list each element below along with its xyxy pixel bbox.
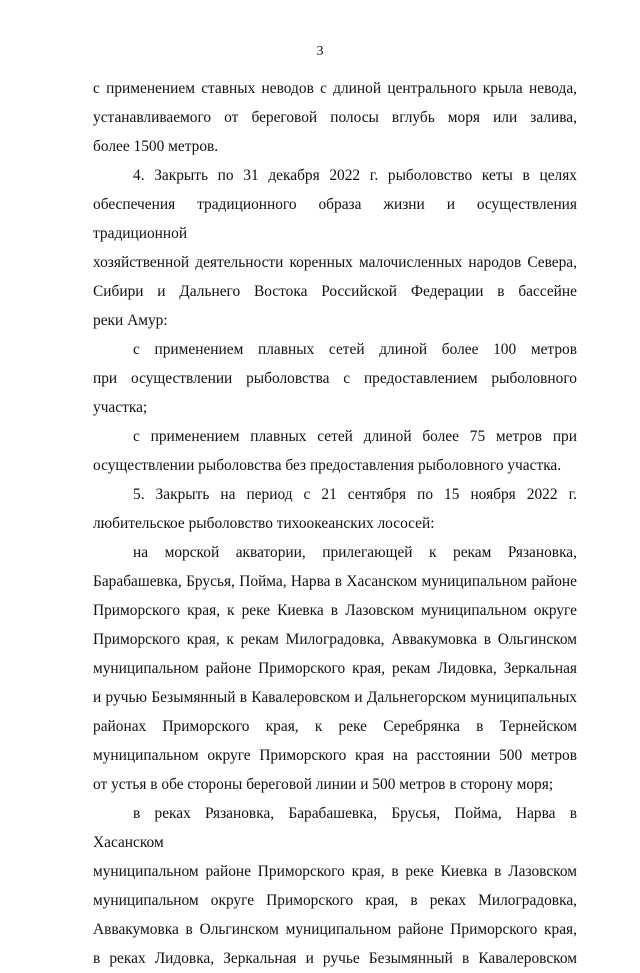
text-line: от устья в обе стороны береговой линии и 500 метров в сторону моря;	[93, 776, 554, 793]
page-number: 3	[316, 44, 324, 59]
text-line: Сибири и Дальнего Востока Российской Федерации в бассейне	[93, 283, 577, 300]
document-body	[93, 74, 577, 973]
text-line: 4. Закрыть по 31 декабря 2022 г. рыболовство кеты в целях	[133, 167, 577, 184]
text-line: с применением плавных сетей длиной более 100 метров	[133, 341, 577, 358]
text-line: с применением ставных неводов с длиной центрального крыла невода,	[93, 80, 577, 97]
text-line: в реках Лидовка, Зеркальная и ручье Безымянный в Кавалеровском	[93, 950, 577, 967]
text-line: муниципальном районе Приморского края, в реке Киевка в Лазовском	[93, 863, 577, 880]
text-line: при осуществлении рыболовства с предоставлением рыболовного участка;	[93, 370, 577, 416]
text-line: муниципальном районе Приморского края, рекам Лидовка, Зеркальная	[93, 660, 577, 677]
text-line: в реках Рязановка, Барабашевка, Брусья, Пойма, Нарва в Хасанском	[93, 805, 577, 851]
text-line: с применением плавных сетей длиной более 75 метров при	[133, 428, 577, 445]
text-line: муниципальном округе Приморского края на расстоянии 500 метров	[93, 747, 577, 764]
text-line: реки Амур:	[93, 312, 168, 329]
text-line: Приморского края, к реке Киевка в Лазовском муниципальном округе	[93, 602, 577, 619]
text-line: 5. Закрыть на период с 21 сентября по 15 ноября 2022 г.	[133, 486, 577, 503]
text-line: хозяйственной деятельности коренных малочисленных народов Севера,	[93, 254, 577, 271]
text-line: и ручью Безымянный в Кавалеровском и Дальнегорском муниципальных	[93, 689, 577, 706]
text-line: муниципальном округе Приморского края, в реках Милоградовка,	[93, 892, 577, 909]
text-line: на морской акватории, прилегающей к рекам Рязановка,	[133, 544, 577, 561]
text-line: обеспечения традиционного образа жизни и осуществления традиционной	[93, 196, 577, 242]
text-line: устанавливаемого от береговой полосы вглубь моря или залива,	[93, 109, 577, 126]
text-line: Аввакумовка в Ольгинском муниципальном районе Приморского края,	[93, 921, 577, 938]
text-line: Приморского края, к рекам Милоградовка, Аввакумовка в Ольгинском	[93, 631, 577, 648]
text-line: осуществлении рыболовства без предоставления рыболовного участка.	[93, 457, 562, 474]
text-line: любительское рыболовство тихоокеанских лососей:	[93, 515, 435, 532]
text-line: более 1500 метров.	[93, 138, 219, 155]
text-line: районах Приморского края, к реке Серебрянка в Тернейском	[93, 718, 577, 735]
text-line: Барабашевка, Брусья, Пойма, Нарва в Хасанском муниципальном районе	[93, 573, 577, 590]
